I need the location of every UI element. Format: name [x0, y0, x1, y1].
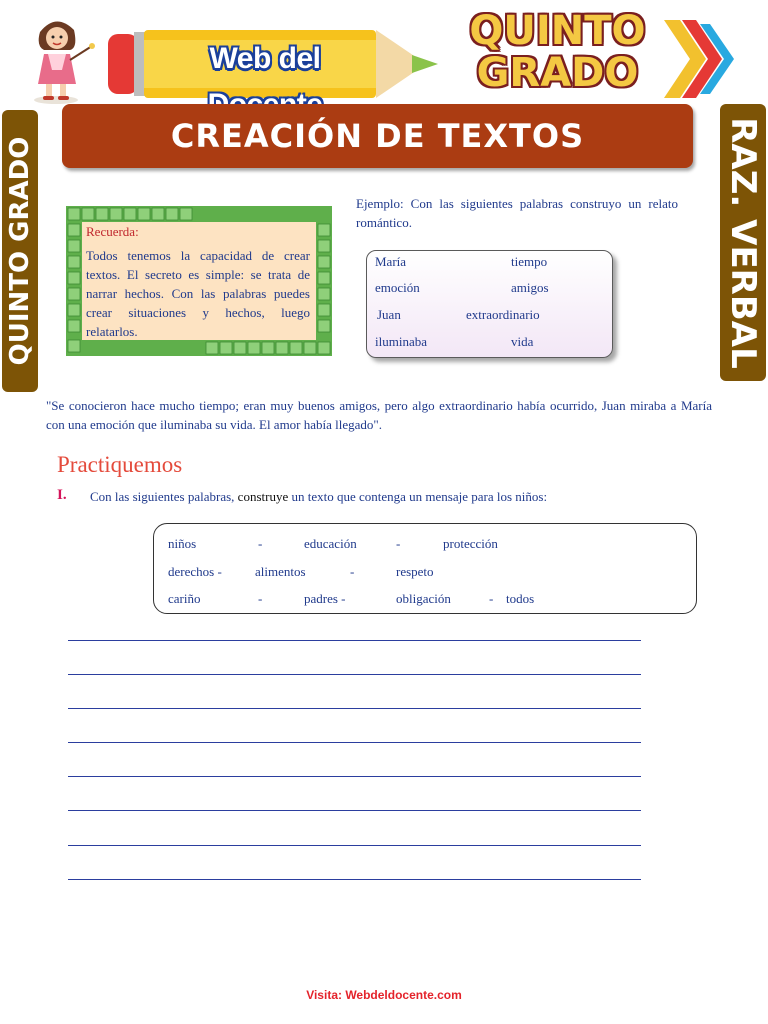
practice-word: obligación	[396, 591, 451, 606]
instruction-verb: construye	[237, 489, 289, 504]
page-title: CREACIÓN DE TEXTOS	[170, 117, 585, 155]
practice-word: derechos -	[168, 564, 222, 579]
example-word: tiempo	[511, 254, 548, 269]
recuerda-text: Todos tenemos la capacidad de crear textos. El secreto es simple: se trata de narrar hechos. Con las palabras puedes crear situaciones y hechos, luego relatarlos.	[86, 248, 310, 339]
practice-word: protección	[443, 536, 498, 551]
side-tab-grade-label: QUINTO GRADO	[5, 136, 35, 366]
example-word: Juan	[377, 307, 401, 322]
grade-banner-line2: GRADO	[476, 50, 639, 96]
answer-line[interactable]	[68, 640, 641, 641]
example-word: emoción	[375, 280, 420, 295]
answer-line[interactable]	[68, 674, 641, 675]
footer-link[interactable]: Visita: Webdeldocente.com	[306, 988, 462, 1002]
site-logo-text: Web del	[209, 42, 321, 75]
answer-line[interactable]	[68, 845, 641, 846]
word-separator: -	[350, 564, 355, 579]
practice-word: cariño	[168, 591, 201, 606]
instruction-part: Con las siguientes palabras,	[90, 489, 238, 504]
exercise-instruction	[90, 489, 547, 505]
answer-line[interactable]	[68, 742, 641, 743]
grade-banner	[440, 10, 675, 94]
example-story: "Se conocieron hace mucho tiempo; eran muy buenos amigos, pero algo extraordinario había ocurrido, Juan miraba a María con una emoción que iluminaba su vida. El amor había llegado".	[46, 398, 712, 432]
practice-word: educación	[304, 536, 357, 551]
answer-line[interactable]	[68, 708, 641, 709]
example-intro: Ejemplo: Con las siguientes palabras construyo un relato romántico.	[356, 196, 678, 230]
instruction-part: un texto que contenga un mensaje para los niños:	[288, 489, 548, 504]
word-separator: -	[396, 536, 401, 551]
word-separator: -	[258, 591, 263, 606]
side-tab-grade	[2, 110, 38, 392]
grade-banner-line1: QUINTO	[469, 8, 646, 54]
practice-word: todos	[506, 591, 535, 606]
word-separator: -	[258, 536, 263, 551]
side-tab-subject	[720, 104, 766, 381]
practice-word-box	[153, 523, 697, 614]
practice-heading: Practiquemos	[57, 452, 183, 477]
example-word: vida	[511, 334, 534, 349]
example-word: amigos	[511, 280, 549, 295]
teacher-illustration	[26, 14, 98, 104]
example-word: iluminaba	[375, 334, 427, 349]
example-word: extraordinario	[466, 307, 540, 322]
example-word-box	[366, 250, 613, 358]
exercise-numeral: I.	[57, 487, 67, 503]
practice-word: respeto	[396, 564, 434, 579]
word-separator: -	[489, 591, 494, 606]
recuerda-label: Recuerda:	[86, 224, 139, 239]
practice-word: padres -	[304, 591, 346, 606]
answer-line[interactable]	[68, 810, 641, 811]
example-word: María	[375, 254, 407, 269]
side-tab-subject-label: RAZ. VERBAL	[723, 116, 763, 369]
practice-word: alimentos	[255, 564, 306, 579]
answer-line[interactable]	[68, 879, 641, 880]
practice-word: niños	[168, 536, 197, 551]
answer-line[interactable]	[68, 776, 641, 777]
